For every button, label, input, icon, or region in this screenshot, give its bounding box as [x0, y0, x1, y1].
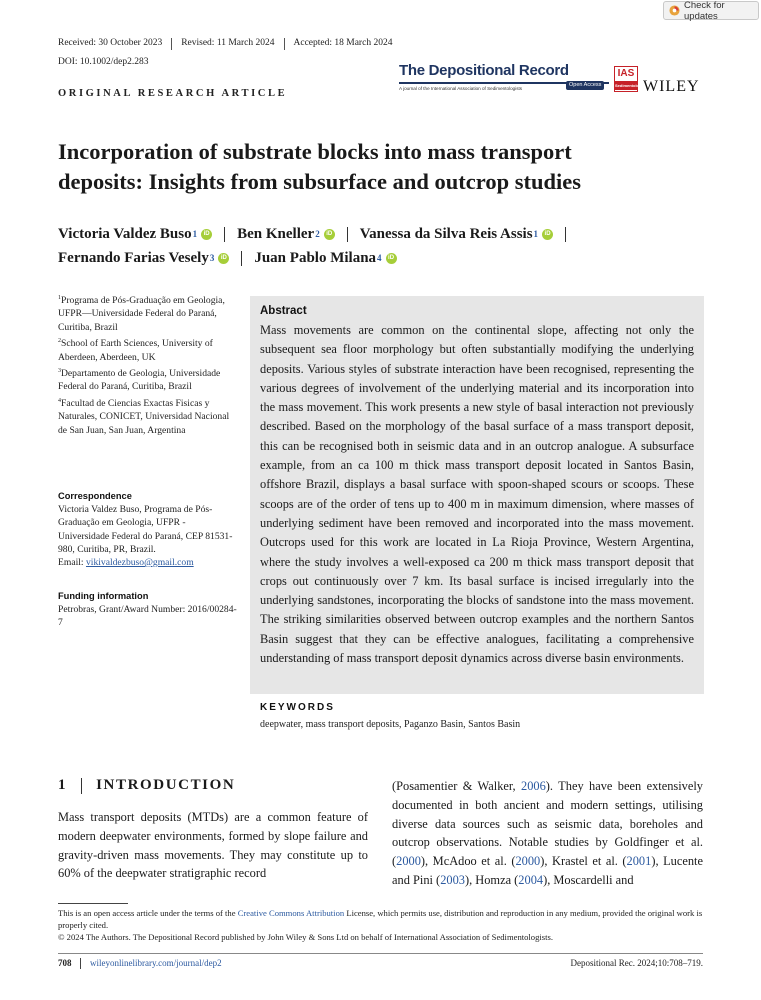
- keywords-text: deepwater, mass transport deposits, Paganzo Basin, Santos Basin: [260, 719, 521, 730]
- correspondence-text: Victoria Valdez Buso, Programa de Pós-Graduação em Geologia, UFPR - Universidade Federal do Paraná, CEP 81531-980, Curitiba, PR, Brazil.: [58, 504, 233, 555]
- author-list: [58, 222, 698, 270]
- orcid-icon[interactable]: iD: [201, 229, 212, 240]
- correspondence-heading: Correspondence: [58, 491, 132, 501]
- title-line: deposits: Insights from subsurface and outcrop studies: [58, 169, 582, 194]
- article-title: [58, 137, 698, 197]
- intro-column-right: [392, 777, 703, 890]
- citation-link[interactable]: 2000: [396, 854, 421, 869]
- ias-logo-subtext: Sedimentologists: [615, 83, 649, 88]
- body-text: ). They have been extensively documented in both ancient and modern settings, utilising diverse data sources such as seismic data, boreholes and outcrop observations. Notable studies by Goldfinger et al. (: [392, 779, 703, 869]
- accepted-date: Accepted: 18 March 2024: [293, 38, 393, 48]
- affiliation: [58, 337, 238, 364]
- license-text: [58, 907, 703, 931]
- email-label: Email:: [58, 557, 84, 569]
- orcid-icon[interactable]: iD: [324, 229, 335, 240]
- author-name[interactable]: Vanessa da Silva Reis Assis: [359, 226, 533, 242]
- author-name[interactable]: Ben Kneller: [237, 226, 315, 242]
- license-footnote: [58, 907, 703, 943]
- section-number: 1: [58, 777, 68, 793]
- doi[interactable]: DOI: 10.1002/dep2.283: [58, 57, 149, 67]
- ias-logo: [614, 66, 649, 92]
- divider: [80, 958, 81, 969]
- divider: [81, 778, 82, 794]
- affiliation: [58, 397, 238, 437]
- received-date: Received: 30 October 2023: [58, 38, 163, 48]
- divider: [171, 38, 172, 50]
- body-text: ), Krastel et al. (: [540, 854, 627, 869]
- citation-link[interactable]: 2001: [626, 854, 652, 869]
- affiliation-number: 4: [58, 397, 61, 404]
- divider: [224, 227, 225, 242]
- copyright-text: © 2024 The Authors. The Depositional Record published by John Wiley & Sons Ltd on behalf of International Association of Sedimentologists.: [58, 932, 554, 942]
- correspondence: [58, 490, 238, 569]
- author-line: Victoria Valdez Buso 1 iD Ben Kneller 2 iD Vanessa da Silva Reis Assis 1 iD: [58, 222, 698, 246]
- license-link[interactable]: Creative Commons Attribution: [237, 908, 345, 918]
- citation-link[interactable]: 2000: [515, 854, 541, 869]
- journal-name: The Depositional Record: [399, 62, 569, 79]
- affiliation-number: 2: [58, 338, 61, 345]
- revised-date: Revised: 11 March 2024: [181, 38, 275, 48]
- divider: [565, 227, 566, 242]
- body-text: ), McAdoo et al. (: [420, 854, 516, 869]
- abstract-text: Mass movements are common on the continental slope, affecting not only the subsequent sea floor morphology but often substantially modifying the underlying deposits. Various styles of substrate interaction have been recognised, representing the various degrees of involvement of the underlying material and its incorporation into the mass movement. This work presents a new style of basal interaction not previously described. Based on the morphology of the basal surface of a mass transport deposit, this can be recognised both in seismic data and in an outcrop analogue. A subsurface example, from an ca 100 m thick mass transport deposit located in Santos Basin, offshore Brazil, displays a basal surface with spoon-shaped scours or scoops. These scoops are of the order of tens up to 400 m in maximum dimension, where masses of underlying sediment have been removed and incorporated into the mass movement. Outcrops used for this work are located in La Rioja Province, Western Argentina, where the study involves a well-exposed ca 200 m thick mass transport deposit that crops out continuously over 7 km. Its basal surface is incised irregularly into the underlying sandstones, incorporating the blocks of sandstone into the mass movement. The striking similarities observed between outcrop examples and the northern Santos Basin suggest that they can be effective analogues, facilitating a comprehensive understanding of mass transport deposit dynamics across diverse basin environments.: [260, 323, 694, 666]
- journal-citation: Depositional Rec. 2024;10:708–719.: [570, 958, 703, 968]
- citation-link[interactable]: 2004: [518, 872, 544, 887]
- license-post: License, which permits use, distribution and reproduction in any medium, provided the original work is properly cited.: [58, 908, 703, 930]
- correspondence-email-line: [58, 556, 238, 569]
- intro-column-left: Mass transport deposits (MTDs) are a common feature of modern deepwater environments, formed by slope failure and gravity-driven mass movements. They may constitute up to 60% of the deepwater stratigraphic record: [58, 810, 368, 881]
- divider: [347, 227, 348, 242]
- affiliation: [58, 367, 238, 394]
- affiliation: [58, 294, 238, 334]
- divider: [284, 38, 285, 50]
- affiliation-text: School of Earth Sciences, University of Aberdeen, Aberdeen, UK: [58, 338, 213, 363]
- article-type: ORIGINAL RESEARCH ARTICLE: [58, 88, 288, 99]
- citation-link[interactable]: 2006: [521, 779, 546, 793]
- body-text: ), Homza (: [464, 872, 519, 887]
- check-for-updates-button[interactable]: [663, 1, 759, 20]
- funding: [58, 590, 238, 630]
- body-text: (Posamentier & Walker,: [392, 779, 522, 793]
- update-badge-icon: [669, 5, 680, 16]
- orcid-icon[interactable]: iD: [386, 253, 397, 264]
- affiliation-text: Departamento de Geologia, Universidade Federal do Paraná, Curitiba, Brazil: [58, 368, 221, 393]
- affiliations: [58, 294, 238, 440]
- affiliation-text: Facultad de Ciencias Exactas Fisicas y Naturales, CONICET, Universidad Nacional de San Juan, San Juan, Argentina: [58, 397, 230, 436]
- footer-rule: [58, 953, 703, 954]
- license-pre: This is an open access article under the terms of the: [58, 908, 238, 918]
- open-access-badge: Open Access: [566, 81, 604, 90]
- section-heading: [58, 777, 235, 794]
- funding-heading: Funding information: [58, 591, 149, 601]
- keywords-heading: KEYWORDS: [260, 702, 335, 713]
- ias-logo-text: IAS: [617, 68, 635, 79]
- orcid-icon[interactable]: iD: [542, 229, 553, 240]
- footnote-rule: [58, 903, 128, 904]
- funding-text: Petrobras, Grant/Award Number: 2016/00284-7: [58, 604, 237, 629]
- author-name[interactable]: Fernando Farias Vesely: [58, 250, 209, 266]
- page-number: 708: [58, 958, 72, 968]
- publisher-logo: WILEY: [643, 78, 700, 95]
- journal-url-link[interactable]: wileyonlinelibrary.com/journal/dep2: [90, 958, 222, 968]
- body-text: ), Lucente and Pini (: [392, 854, 703, 887]
- author-name[interactable]: Juan Pablo Milana: [254, 250, 377, 266]
- divider: [241, 251, 242, 266]
- affiliation-number: 3: [58, 368, 61, 375]
- author-name[interactable]: Victoria Valdez Buso: [58, 226, 192, 242]
- orcid-icon[interactable]: iD: [218, 253, 229, 264]
- email-link[interactable]: vikivaldezbuso@gmail.com: [85, 557, 194, 569]
- author-line: Fernando Farias Vesely 3 iD Juan Pablo Milana 4 iD: [58, 246, 698, 270]
- abstract-heading: Abstract: [260, 305, 307, 317]
- check-for-updates-label: Check for updates: [684, 0, 725, 22]
- affiliation-number: 1: [58, 295, 61, 301]
- article-dates: [58, 38, 392, 50]
- journal-subtitle: A journal of the International Association of Sedimentologists: [399, 86, 523, 91]
- body-text: ), Moscardelli and: [543, 872, 634, 887]
- citation-link[interactable]: 2003: [440, 872, 465, 887]
- section-title: INTRODUCTION: [96, 777, 236, 793]
- affiliation-text: Programa de Pós-Graduação em Geologia, UFPR—Universidade Federal do Paraná, Curitiba, Brazil: [58, 295, 225, 333]
- title-line: Incorporation of substrate blocks into mass transport: [58, 139, 572, 164]
